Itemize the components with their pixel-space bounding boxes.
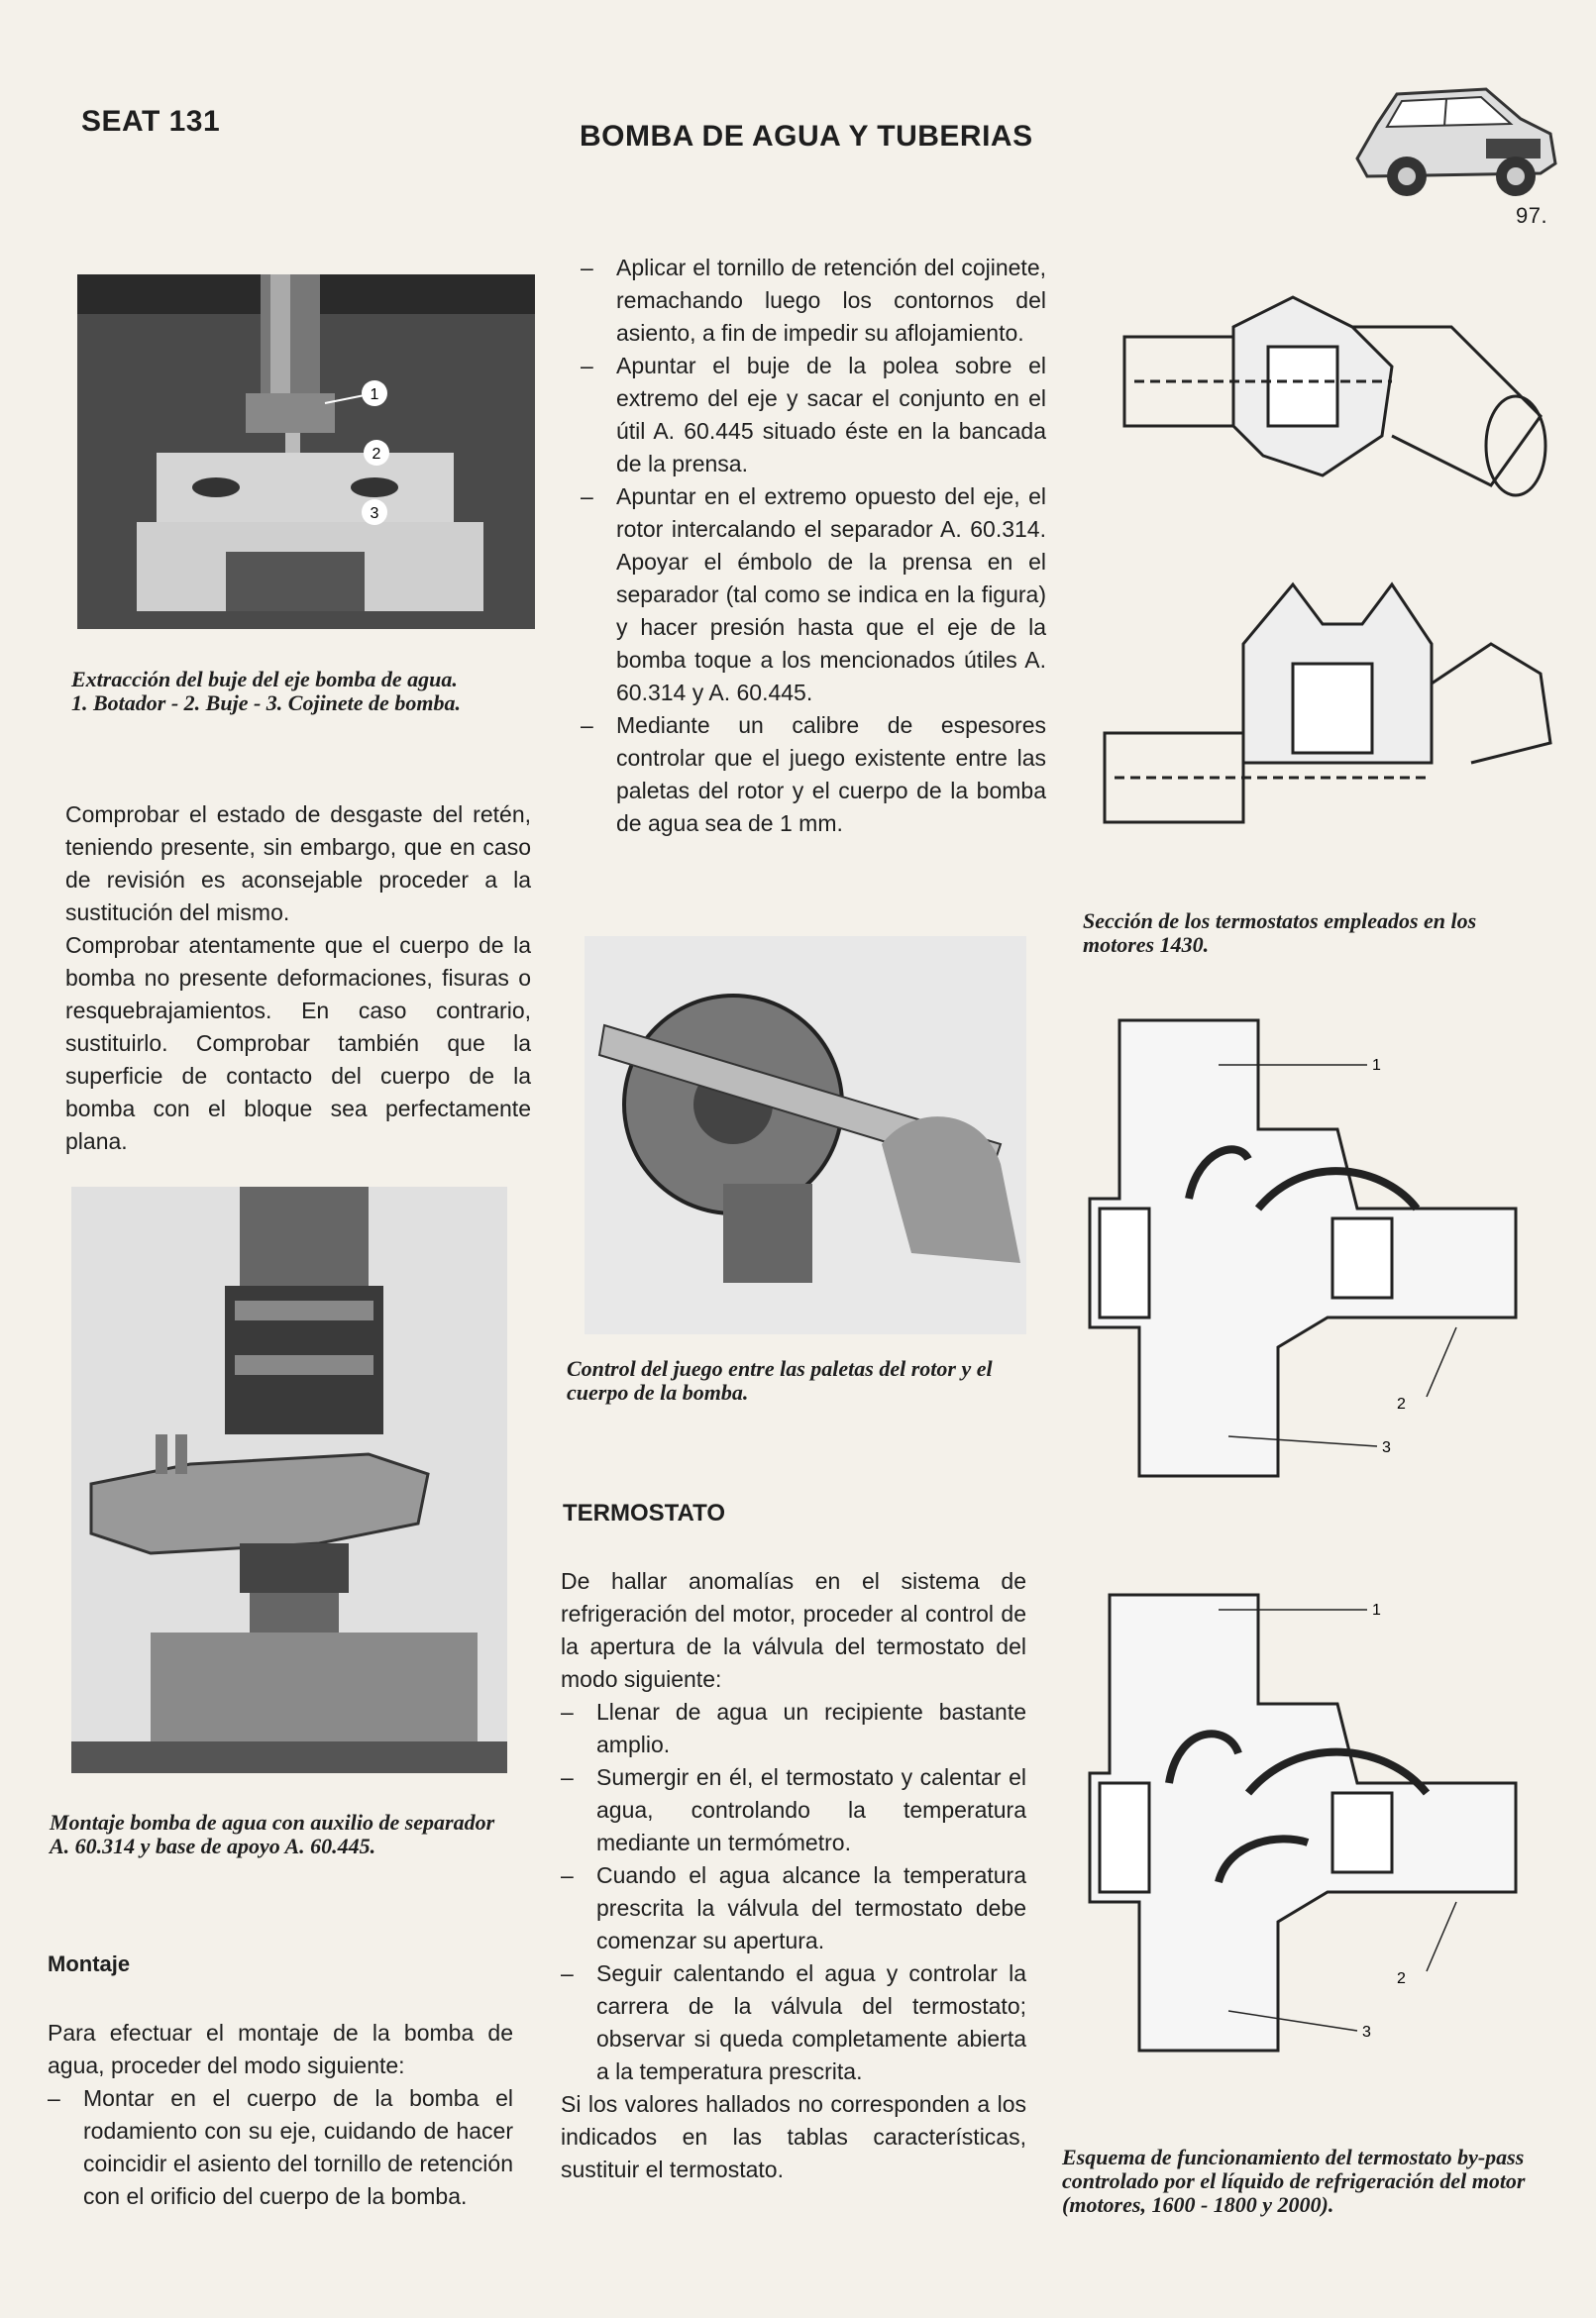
thermostat-bypass-caption: Esquema de funcionamiento del termostato by-pass controlado por el líquido de refrigeración del motor (motores, 1600 - 1800 y 2000). bbox=[1062, 2145, 1526, 2217]
photo-pump-press-caption: Montaje bomba de agua con auxilio de separador A. 60.314 y base de apoyo A. 60.445. bbox=[50, 1810, 495, 1858]
termostato-step-3: – Cuando el agua alcance la temperatura prescrita la válvula del termostato debe comenzar su apertura. bbox=[561, 1859, 1026, 1957]
assembly-step-1: – Aplicar el tornillo de retención del cojinete, remachando luego los contornos del asiento, a fin de impedir su aflojamiento. bbox=[581, 252, 1046, 350]
thermostat-flow-diagram-2 bbox=[1080, 1585, 1555, 2070]
photo-feeler-gauge-caption: Control del juego entre las paletas del rotor y el cuerpo de la bomba. bbox=[567, 1356, 993, 1405]
fig2-label-1: 1 bbox=[1372, 1057, 1381, 1074]
thermostat-section-caption: Sección de los termostatos empleados en los motores 1430. bbox=[1083, 908, 1477, 957]
photo-pump-press bbox=[71, 1187, 507, 1773]
photo-hub-extraction bbox=[77, 274, 535, 629]
termostato-closing: Si los valores hallados no corresponden a los indicados en las tablas características, sustituir el termostato. bbox=[561, 2091, 1026, 2182]
termostato-section bbox=[561, 1565, 1026, 2186]
column-1-text bbox=[65, 798, 531, 1158]
termostato-step-4: – Seguir calentando el agua y controlar la carrera de la válvula del termostato; observar si queda completamente abierta a la temperatura prescrita. bbox=[561, 1957, 1026, 2088]
montaje-intro: Para efectuar el montaje de la bomba de agua, proceder del modo siguiente: bbox=[48, 2020, 513, 2078]
fig3-label-2: 2 bbox=[1397, 1970, 1406, 1987]
assembly-step-2: – Apuntar el buje de la polea sobre el extremo del eje y sacar el conjunto en el útil A. 60.445 situado éste en la bancada de la prensa. bbox=[581, 350, 1046, 480]
montaje-section bbox=[48, 2017, 513, 2213]
montaje-heading: Montaje bbox=[48, 1951, 131, 1976]
assembly-step-4: – Mediante un calibre de espesores controlar que el juego existente entre las paletas del rotor y el cuerpo de la bomba de agua sea de 1 mm. bbox=[581, 709, 1046, 840]
car-illustration bbox=[1337, 79, 1565, 213]
photo-feeler-gauge bbox=[585, 936, 1026, 1334]
para-check-body: Comprobar atentamente que el cuerpo de la bomba no presente deformaciones, fisuras o resquebrajamientos. En caso contrario, sustituirlo. Comprobar también que la superficie de contacto del cuerpo de la bomba con el bloque sea perfectamente plana. bbox=[65, 932, 531, 1154]
para-check-seal: Comprobar el estado de desgaste del retén, teniendo presente, sin embargo, que en caso de revisión es aconsejable proceder a la sustitución del mismo. bbox=[65, 801, 531, 925]
termostato-intro: De hallar anomalías en el sistema de refrigeración del motor, proceder al control de la apertura de la válvula del termostato del modo siguiente: bbox=[561, 1568, 1026, 1692]
document-model: SEAT 131 bbox=[81, 105, 221, 138]
photo-hub-extraction-caption: Extracción del buje del eje bomba de agua. 1. Botador - 2. Buje - 3. Cojinete de bomba. bbox=[71, 667, 461, 715]
fig3-label-3: 3 bbox=[1362, 2024, 1371, 2041]
termostato-heading: TERMOSTATO bbox=[563, 1500, 725, 1527]
thermostat-flow-diagram-1 bbox=[1080, 1010, 1555, 1496]
assembly-steps bbox=[581, 252, 1046, 840]
document-title: BOMBA DE AGUA Y TUBERIAS bbox=[580, 120, 1033, 153]
termostato-step-1: – Llenar de agua un recipiente bastante amplio. bbox=[561, 1696, 1026, 1761]
photo-label-2: 2 bbox=[372, 446, 381, 463]
fig3-label-1: 1 bbox=[1372, 1602, 1381, 1619]
photo-label-1: 1 bbox=[370, 386, 379, 403]
assembly-step-3: – Apuntar en el extremo opuesto del eje, el rotor intercalando el separador A. 60.314. Apoyar el émbolo de la prensa en el separador (tal como se indica en la figura) y hacer presión hasta que el eje de la bomba toque a los mencionados útiles A. 60.314 y A. 60.445. bbox=[581, 480, 1046, 709]
photo-label-3: 3 bbox=[370, 505, 379, 522]
fig2-label-3: 3 bbox=[1382, 1439, 1391, 1456]
page-number: 97. bbox=[1516, 203, 1548, 228]
montaje-item-1: – Montar en el cuerpo de la bomba el rodamiento con su eje, cuidando de hacer coincidir el asiento del tornillo de retención con el orificio del cuerpo de la bomba. bbox=[48, 2082, 513, 2213]
fig2-label-2: 2 bbox=[1397, 1396, 1406, 1413]
thermostat-section-diagram bbox=[1095, 287, 1560, 882]
termostato-step-2: – Sumergir en él, el termostato y calentar el agua, controlando la temperatura mediante un termómetro. bbox=[561, 1761, 1026, 1859]
